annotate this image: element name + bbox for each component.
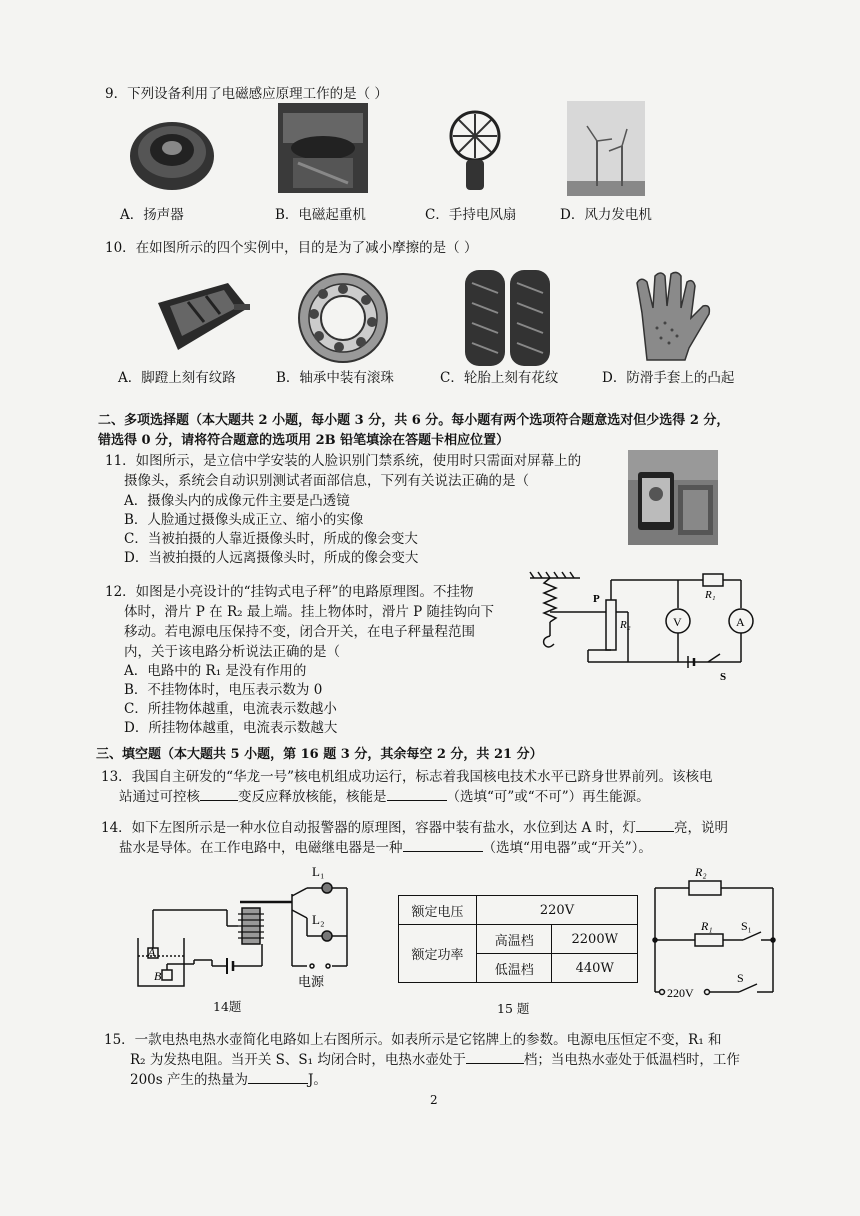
wind-turbine-icon: [567, 101, 645, 196]
spec-high-value: 2200W: [552, 925, 638, 954]
spec-rated-power-label: 额定功率: [399, 925, 477, 983]
q14-label-a: A: [148, 945, 156, 959]
q12-option-b: B．不挂物体时，电压表示数为 0: [124, 682, 323, 698]
q15-blank-2[interactable]: [248, 1070, 308, 1084]
q15-line2: [130, 1048, 740, 1068]
q13-line2: [119, 785, 650, 805]
q14-line2: [119, 836, 652, 856]
q13-blank-2[interactable]: [387, 787, 447, 801]
pedal-icon: [148, 278, 253, 358]
section2-heading-line1: 二、多项选择题（本大题共 2 小题，每小题 3 分，共 6 分。每小题有两个选项符合题意选对但少选得 2 分，: [98, 413, 730, 428]
q12-option-c: C．所挂物体越重，电流表示数越小: [124, 701, 337, 717]
q12-line3: 移动。若电源电压保持不变，闭合开关，在电子秤量程范围: [124, 624, 475, 640]
q11-line2: 摄像头，系统会自动识别测试者面部信息，下列有关说法正确的是（: [124, 473, 529, 489]
section2-heading-line2: 错选得 0 分，请将符合题意的选项用 2B 铅笔填涂在答题卡相应位置）: [98, 433, 510, 448]
q12-circuit-diagram: [528, 566, 778, 686]
q15-text-a: R₂ 为发热电阻。当开关 S、S₁ 均闭合时，电热水壶处于: [130, 1052, 466, 1068]
q10-option-a: A．脚蹬上刻有纹路: [118, 370, 236, 386]
spec-table: [398, 895, 638, 983]
q15-caption: 15 题: [497, 1001, 530, 1016]
section3-heading: 三、填空题（本大题共 5 小题，第 16 题 3 分，其余每空 2 分，共 21 分）: [96, 747, 543, 762]
q14-label-l1: L₁: [312, 864, 325, 879]
q14-line1: [101, 816, 728, 836]
q12-label-v: V: [673, 615, 682, 629]
q15-line3: [130, 1068, 327, 1088]
q12-label-r2: R₂: [620, 619, 631, 631]
q14-label-b: B: [154, 969, 162, 983]
q15-label-s1: S₁: [741, 919, 752, 933]
spec-high-label: 高温档: [477, 925, 552, 954]
q14-blank-1[interactable]: [636, 818, 674, 832]
face-recognition-photo: [628, 450, 718, 545]
handheld-fan-icon: [440, 108, 510, 193]
q14-blank-2[interactable]: [403, 838, 483, 852]
q11-option-c: C．当被拍摄的人靠近摄像头时，所成的像会变大: [124, 531, 418, 547]
q15-label-s: S: [737, 971, 744, 985]
q9-option-d: D．风力发电机: [560, 207, 652, 223]
q12-line1: 12．如图是小亮设计的“挂钩式电子秤”的电路原理图。不挂物: [105, 584, 474, 600]
q15-text-c: 200s 产生的热量为: [130, 1072, 248, 1088]
q15-blank-1[interactable]: [466, 1050, 524, 1064]
bearing-icon: [295, 272, 391, 364]
speaker-icon: [125, 108, 220, 193]
q10-option-b: B．轴承中装有滚珠: [276, 370, 394, 386]
q12-label-p: P: [593, 593, 600, 605]
spec-low-label: 低温档: [477, 954, 552, 983]
glove-icon: [627, 268, 717, 363]
q15-text-d: J。: [308, 1072, 327, 1088]
q15-line1: 15．一款电热电热水壶简化电路如上右图所示。如表所示是它铭牌上的参数。电源电压恒定不变，R₁ 和: [104, 1032, 722, 1048]
q14-caption: 14题: [213, 999, 242, 1014]
q13-blank-1[interactable]: [200, 787, 238, 801]
q14-label-l2: L₂: [312, 912, 325, 927]
q15-label-r1: R₁: [701, 919, 713, 933]
q10-stem: 10．在如图所示的四个实例中，目的是为了减小摩擦的是（ ）: [105, 240, 478, 256]
spec-low-value: 440W: [552, 954, 638, 983]
q13-line1: 13．我国自主研发的“华龙一号”核电机组成功运行，标志着我国核电技术水平已跻身世界前列。该核电: [101, 769, 713, 785]
q12-option-d: D．所挂物体越重，电流表示数越大: [124, 720, 338, 736]
q14-text-d: （选填“用电器”或“开关”）。: [482, 840, 652, 856]
q13-text-c: （选填“可”或“不可”）再生能源。: [446, 789, 650, 805]
tire-icon: [460, 268, 555, 368]
spec-rated-voltage-value: 220V: [477, 896, 638, 925]
q13-text-a: 站通过可控核: [119, 789, 200, 805]
q15-text-b: 档；当电热水壶处于低温档时，工作: [523, 1052, 740, 1068]
q9-stem: 9．下列设备利用了电磁感应原理工作的是（ ）: [105, 86, 388, 102]
q10-option-c: C．轮胎上刻有花纹: [440, 370, 559, 386]
q15-kettle-circuit: [645, 860, 785, 1005]
q10-option-d: D．防滑手套上的凸起: [602, 370, 735, 386]
q12-line4: 内，关于该电路分析说法正确的是（: [124, 644, 340, 660]
spec-rated-voltage-label: 额定电压: [399, 896, 477, 925]
q14-water-alarm-diagram: [132, 858, 352, 993]
q15-label-r2: R₂: [695, 865, 707, 879]
q12-line2: 体时，滑片 P 在 R₂ 最上端。挂上物体时，滑片 P 随挂钩向下: [124, 604, 494, 620]
q9-option-a: A．扬声器: [120, 207, 184, 223]
q14-text-c: 盐水是导体。在工作电路中，电磁继电器是一种: [119, 840, 403, 856]
q11-option-d: D．当被拍摄的人远离摄像头时，所成的像会变大: [124, 550, 419, 566]
q12-label-s: S: [720, 671, 727, 683]
q11-line1: 11．如图所示，是立信中学安装的人脸识别门禁系统，使用时只需面对屏幕上的: [105, 453, 582, 469]
q11-option-a: A．摄像头内的成像元件主要是凸透镜: [124, 493, 350, 509]
q12-label-a: A: [736, 615, 745, 629]
q14-text-a: 14．如下左图所示是一种水位自动报警器的原理图，容器中装有盐水，水位到达 A 时，灯: [101, 820, 637, 836]
q11-option-b: B．人脸通过摄像头成正立、缩小的实像: [124, 512, 364, 528]
q14-label-source: 电源: [298, 975, 325, 990]
q9-option-c: C．手持电风扇: [425, 207, 517, 223]
q12-option-a: A．电路中的 R₁ 是没有作用的: [124, 663, 307, 679]
electromagnet-crane-icon: [278, 103, 368, 193]
q9-option-b: B．电磁起重机: [275, 207, 366, 223]
q14-text-b: 亮，说明: [674, 820, 729, 836]
q13-text-b: 变反应释放核能，核能是: [238, 789, 387, 805]
q15-label-voltage: 220V: [667, 986, 694, 1000]
q12-label-r1: R₁: [705, 589, 716, 601]
page-number: 2: [430, 1093, 438, 1107]
